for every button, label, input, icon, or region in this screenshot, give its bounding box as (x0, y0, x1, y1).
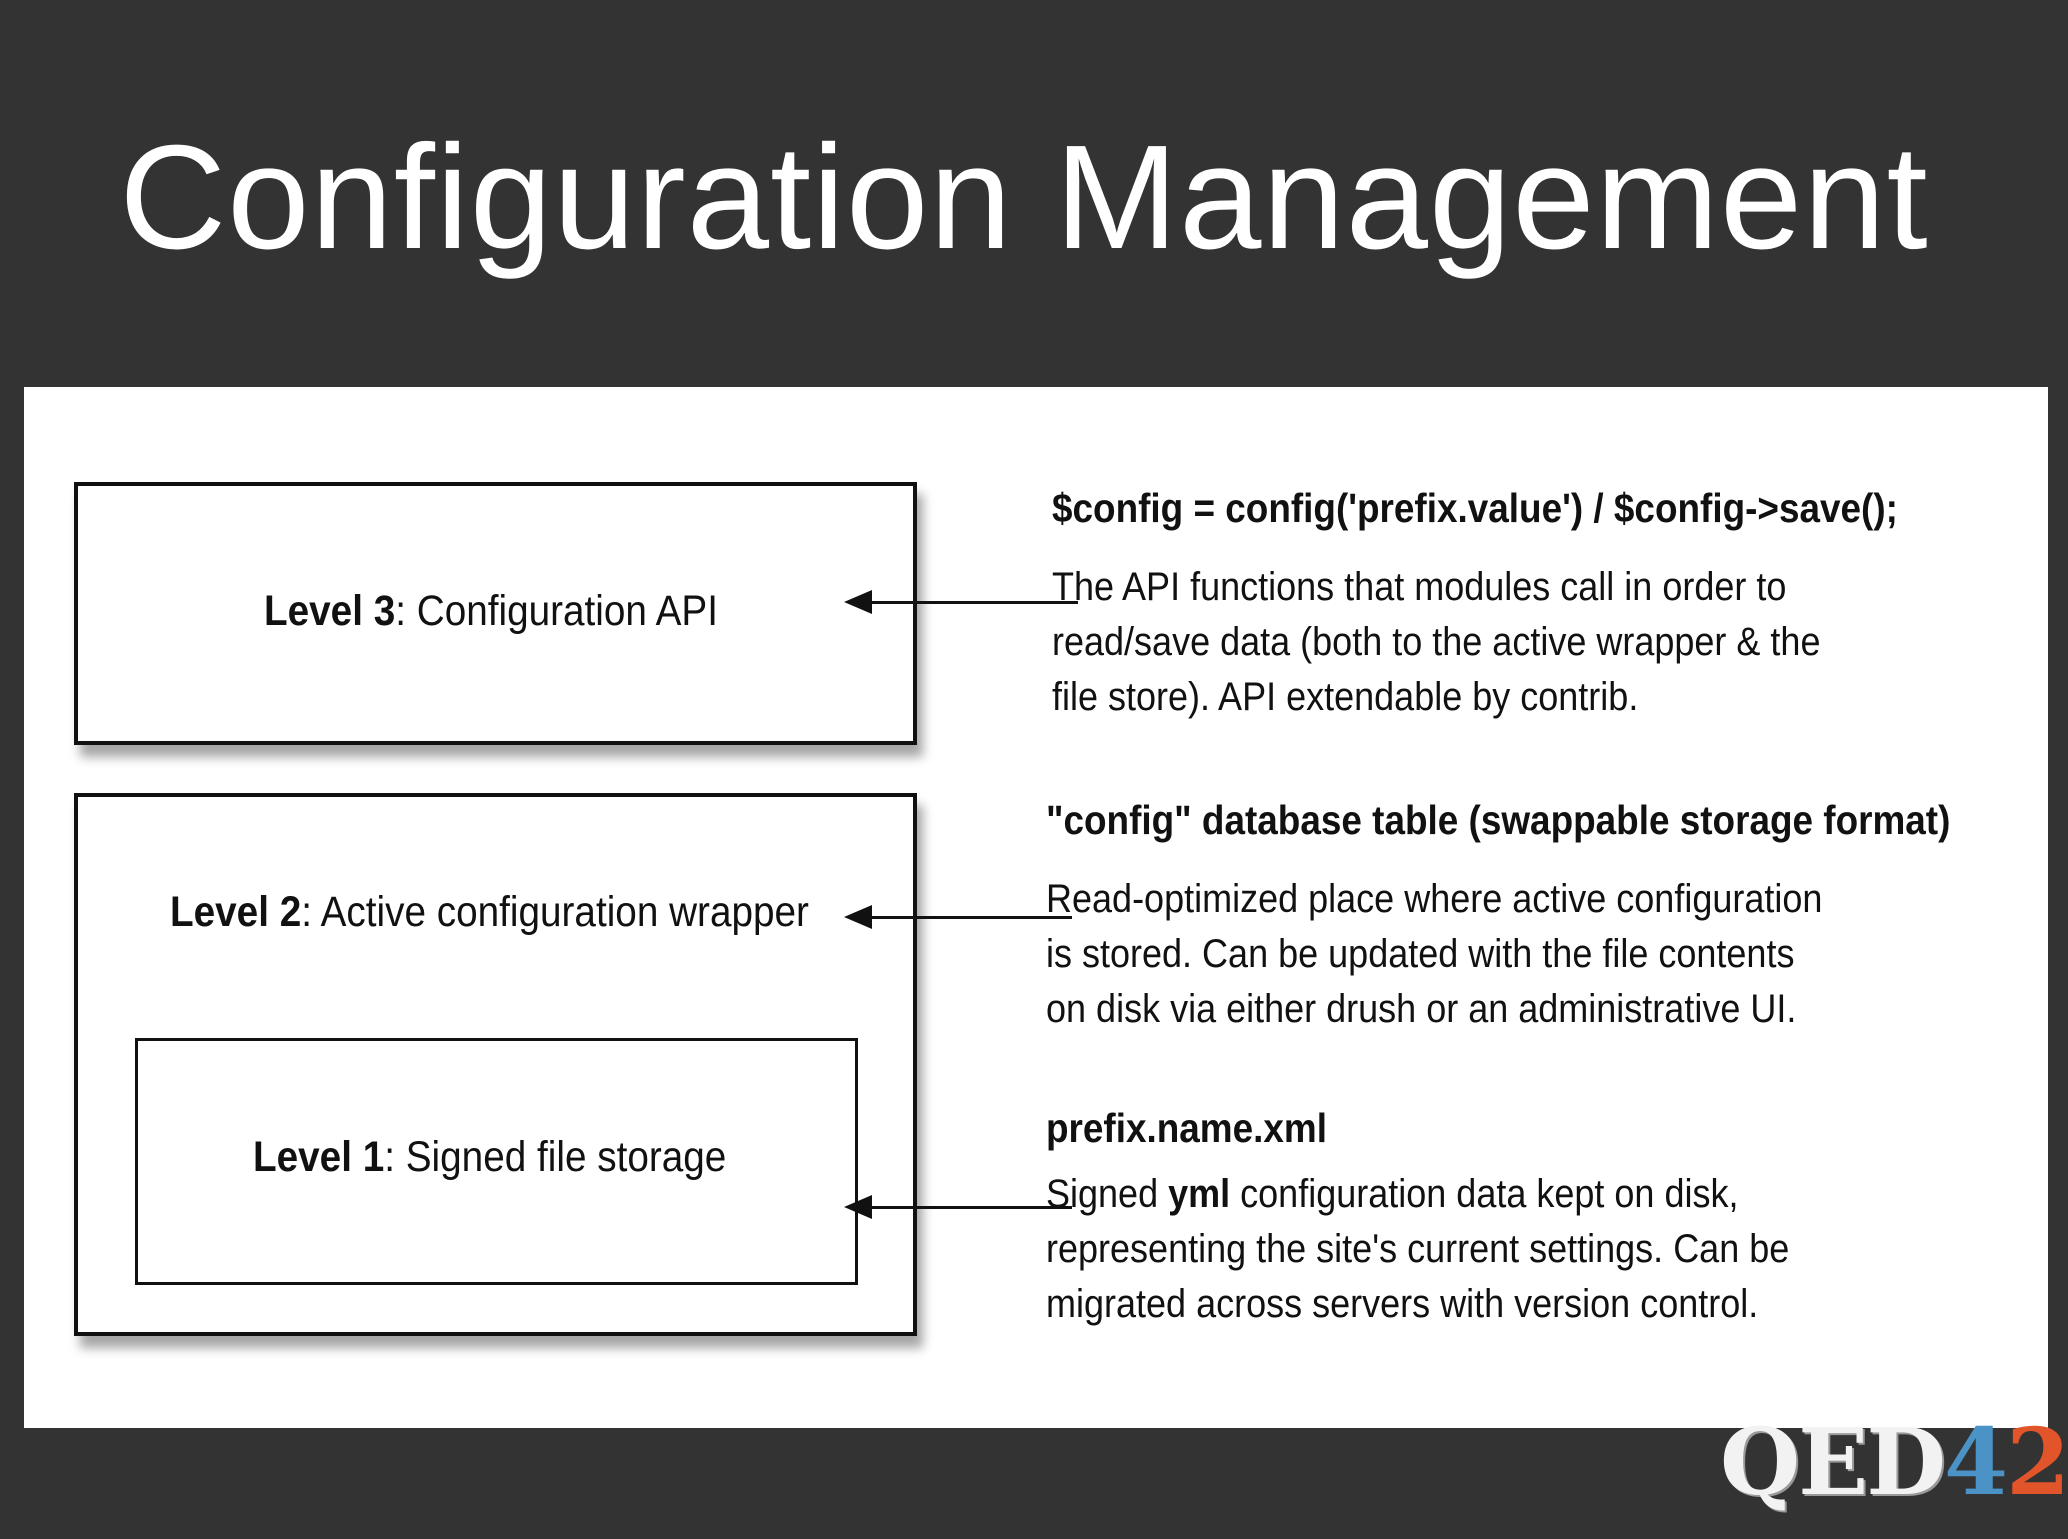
logo-text: QED (1720, 1408, 1945, 1516)
database-note-description (1046, 872, 1822, 1037)
level-1-name: : Signed file storage (384, 1133, 727, 1181)
level-1-prefix: Level 1 (253, 1133, 385, 1181)
level-1-label (253, 1133, 726, 1182)
api-note-line: The API functions that modules call in order to (1052, 565, 1787, 609)
logo-digit-4: 4 (1944, 1408, 2007, 1516)
slide-title: Configuration Management (119, 115, 1929, 280)
database-note-line: is stored. Can be updated with the file contents (1046, 932, 1795, 976)
database-note-line: Read-optimized place where active configuration (1046, 877, 1823, 921)
api-note-line: file store). API extendable by contrib. (1052, 675, 1639, 719)
files-note-line-1-pre: Signed (1046, 1172, 1169, 1216)
api-note-heading: $config = config('prefix.value') / $config->save(); (1052, 485, 1898, 531)
level-3-label (264, 587, 718, 636)
level-3-prefix: Level 3 (264, 587, 396, 635)
level-2-name: : Active configuration wrapper (301, 888, 809, 936)
level-2-prefix: Level 2 (170, 888, 302, 936)
database-note-heading: "config" database table (swappable storage format) (1046, 797, 1951, 843)
arrow-level-2-line (868, 916, 1072, 919)
logo-digit-2: 2 (2006, 1408, 2068, 1516)
files-note-line: migrated across servers with version control. (1046, 1282, 1759, 1326)
level-3-name: : Configuration API (395, 587, 718, 635)
files-note-description (1046, 1167, 1789, 1332)
qed42-logo (1720, 1408, 2068, 1516)
files-note-line: representing the site's current settings. Can be (1046, 1227, 1790, 1271)
files-note-heading: prefix.name.xml (1046, 1105, 1327, 1151)
files-note-line-1 (1046, 1167, 1789, 1222)
level-2-label (170, 888, 809, 937)
database-note-line: on disk via either drush or an administrative UI. (1046, 987, 1797, 1031)
files-note-yml: yml (1168, 1172, 1231, 1216)
arrow-level-1-line (868, 1206, 1072, 1209)
diagram-panel (24, 387, 2048, 1428)
api-note-line: read/save data (both to the active wrapper & the (1052, 620, 1821, 664)
files-note-line-1-post: configuration data kept on disk, (1230, 1172, 1739, 1216)
api-note-description (1052, 560, 1820, 725)
arrow-level-3-line (868, 601, 1078, 604)
